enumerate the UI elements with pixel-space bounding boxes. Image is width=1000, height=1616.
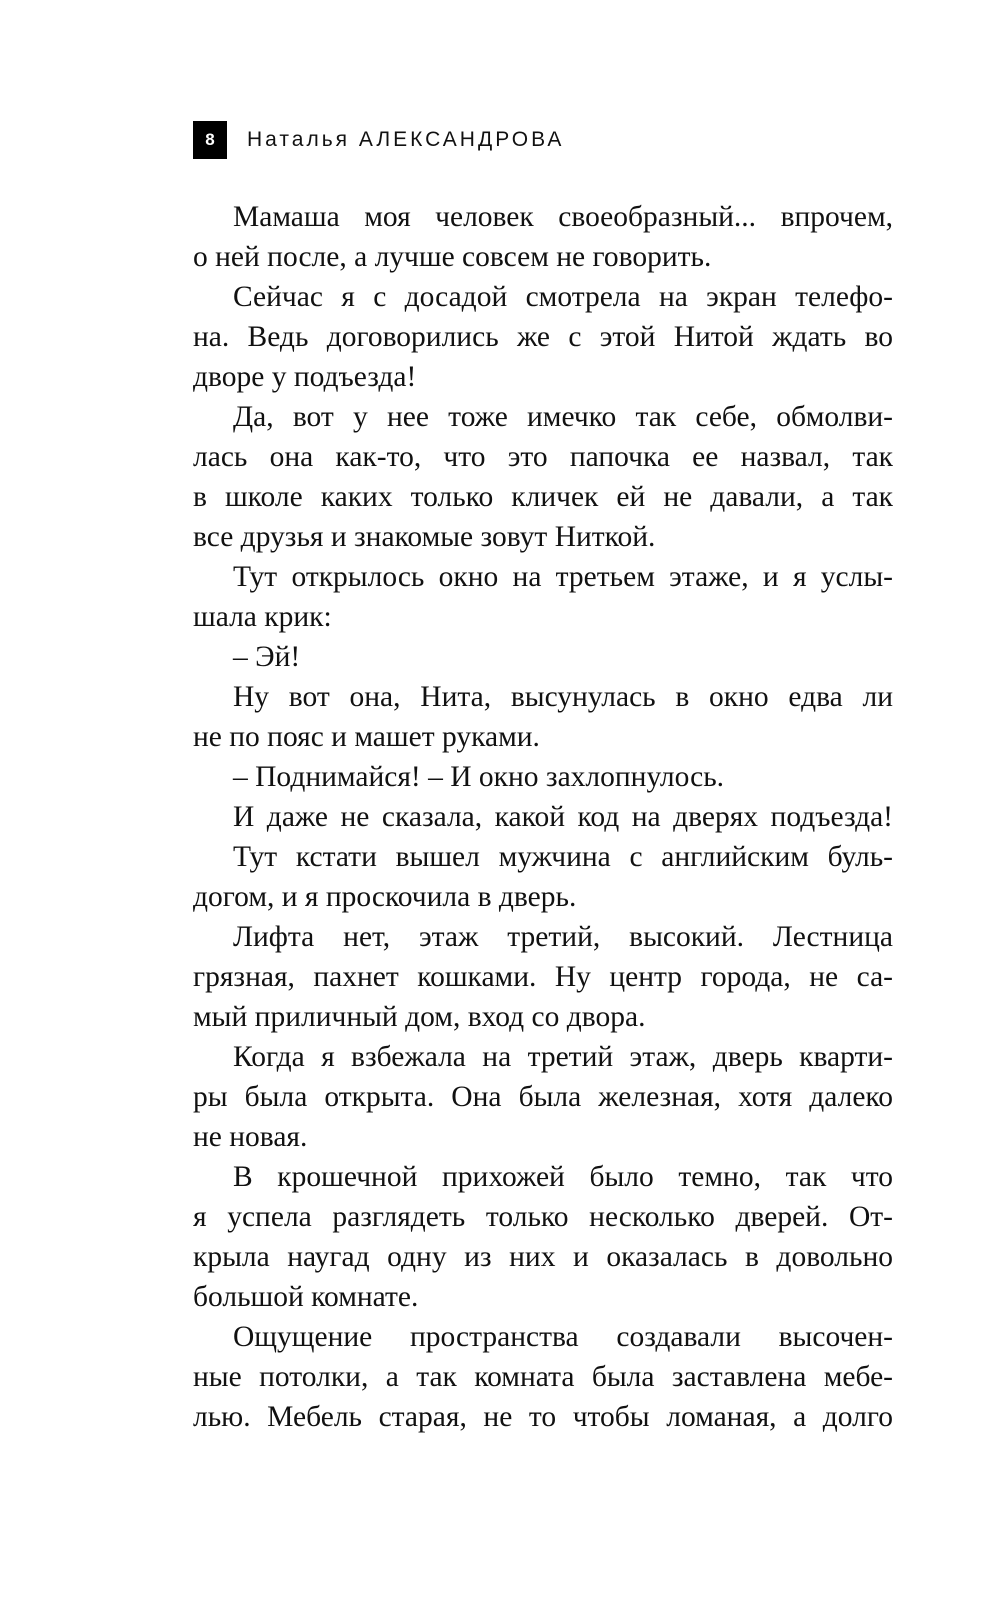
text-line: все друзья и знакомые зовут Ниткой. (193, 521, 656, 553)
text-line: не по пояс и машет руками. (193, 721, 540, 753)
text-line: дворе у подъезда! (193, 361, 417, 393)
text-line: я успела разглядеть только несколько дверей. От- (193, 1201, 893, 1233)
page-number: 8 (193, 121, 227, 159)
text-line: Лифта нет, этаж третий, высокий. Лестница (233, 921, 893, 953)
text-line: Ощущение пространства создавали высочен- (233, 1321, 893, 1353)
body-text (193, 197, 893, 1437)
text-line: ры была открыта. Она была железная, хотя далеко (193, 1081, 893, 1113)
text-line: не новая. (193, 1121, 308, 1153)
text-line: лась она как-то, что это папочка ее назвал, так (193, 441, 893, 473)
text-line: шала крик: (193, 601, 332, 633)
text-line: большой комнате. (193, 1281, 419, 1313)
text-line: Ну вот она, Нита, высунулась в окно едва ли (233, 681, 893, 713)
text-line: ные потолки, а так комната была заставлена мебе- (193, 1361, 893, 1393)
text-line: крыла наугад одну из них и оказалась в довольно (193, 1241, 893, 1273)
text-line: о ней после, а лучше совсем не говорить. (193, 241, 712, 273)
running-header (193, 122, 564, 158)
text-line: – Поднимайся! – И окно захлопнулось. (233, 761, 725, 793)
text-line: мый приличный дом, вход со двора. (193, 1001, 646, 1033)
text-line: И даже не сказала, какой код на дверях подъезда! (233, 801, 893, 833)
text-line: Тут кстати вышел мужчина с английским буль- (233, 841, 893, 873)
text-line: в школе каких только кличек ей не давали, а так (193, 481, 893, 513)
text-line: Мамаша моя человек своеобразный... впрочем, (233, 201, 893, 233)
author-running-head: Наталья АЛЕКСАНДРОВА (247, 128, 565, 151)
text-line: Да, вот у нее тоже имечко так себе, обмолви- (233, 401, 893, 433)
text-line: Тут открылось окно на третьем этаже, и я услы- (233, 561, 893, 593)
text-line: лью. Мебель старая, не то чтобы ломаная, а долго (193, 1401, 893, 1433)
text-line: на. Ведь договорились же с этой Нитой ждать во (193, 321, 893, 353)
text-line: – Эй! (233, 641, 301, 673)
text-line: грязная, пахнет кошками. Ну центр города, не са- (193, 961, 893, 993)
text-line: догом, и я проскочила в дверь. (193, 881, 577, 913)
text-line: В крошечной прихожей было темно, так что (233, 1161, 893, 1193)
text-line: Когда я взбежала на третий этаж, дверь кварти- (233, 1041, 893, 1073)
text-line: Сейчас я с досадой смотрела на экран телефо- (233, 281, 893, 313)
